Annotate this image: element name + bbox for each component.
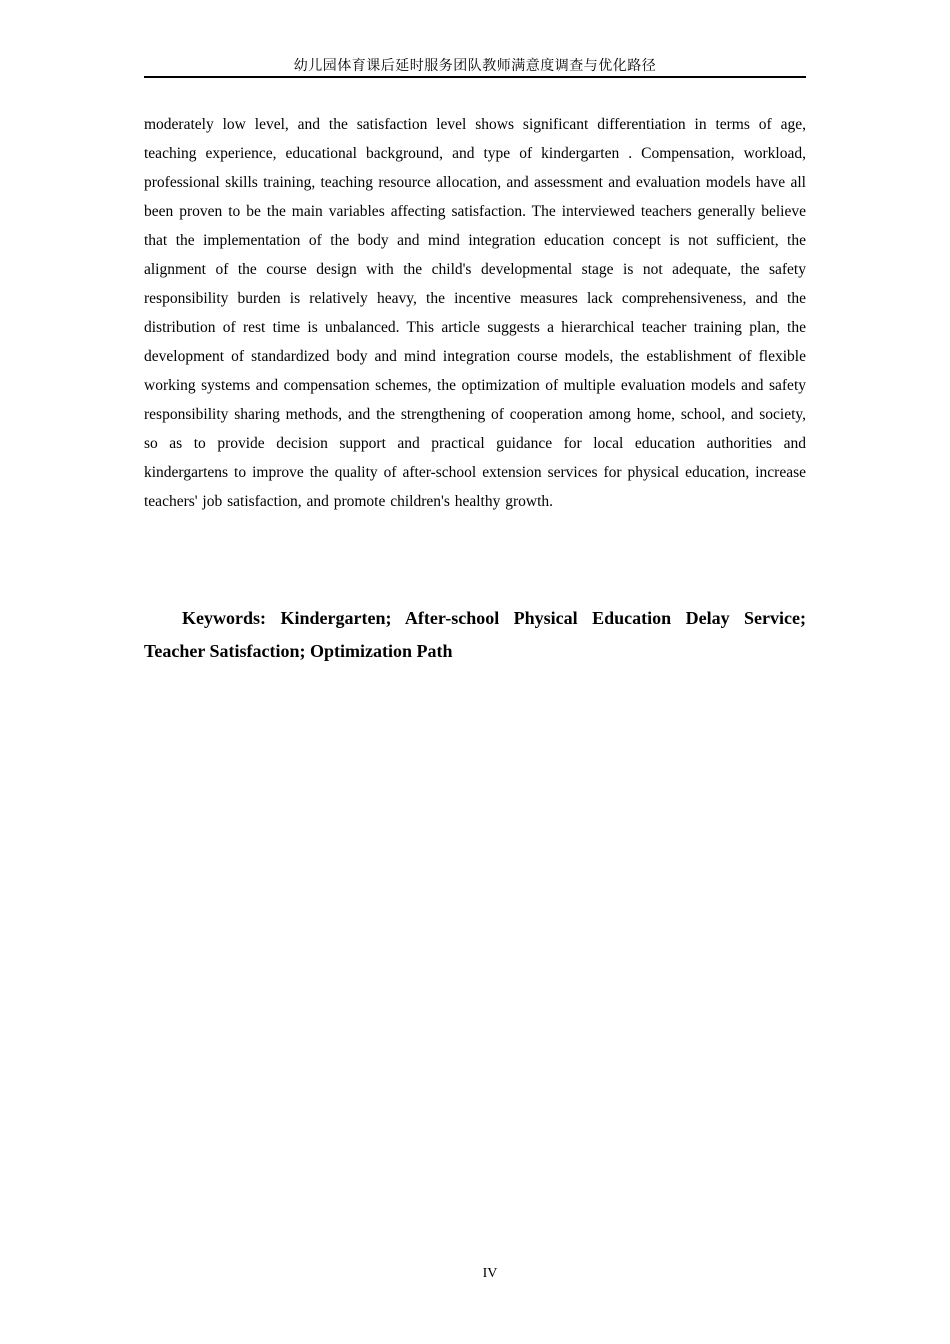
keywords-line (144, 602, 806, 668)
page-number: IV (482, 1266, 498, 1281)
keywords-text: Kindergarten; After-school Physical Education Delay Service; Teacher Satisfaction; Optimization Path (144, 608, 807, 661)
header-rule (144, 76, 806, 78)
abstract-body (144, 110, 806, 516)
abstract-paragraph: moderately low level, and the satisfaction level shows significant differentiation in terms of age, teaching experience, educational background, and type of kindergarten . Compensation, workload, professional skills training, teaching resource allocation, and assessment and evaluation models have all been proven to be the main variables affecting satisfaction. The interviewed teachers generally believe that the implementation of the body and mind integration education concept is not sufficient, the alignment of the course design with the child's developmental stage is not adequate, the safety responsibility burden is relatively heavy, the incentive measures lack comprehensiveness, and the distribution of rest time is unbalanced. This article suggests a hierarchical teacher training plan, the development of standardized body and mind integration course models, the establishment of flexible working systems and compensation schemes, the optimization of multiple evaluation models and safety responsibility sharing methods, and the strengthening of cooperation among home, school, and society, so as to provide decision support and practical guidance for local education authorities and kindergartens to improve the quality of after-school extension services for physical education, increase teachers' job satisfaction, and promote children's healthy growth. (144, 116, 806, 510)
keywords-label: Keywords: (182, 608, 266, 628)
running-header: 幼儿园体育课后延时服务团队教师满意度调查与优化路径 (293, 58, 657, 74)
